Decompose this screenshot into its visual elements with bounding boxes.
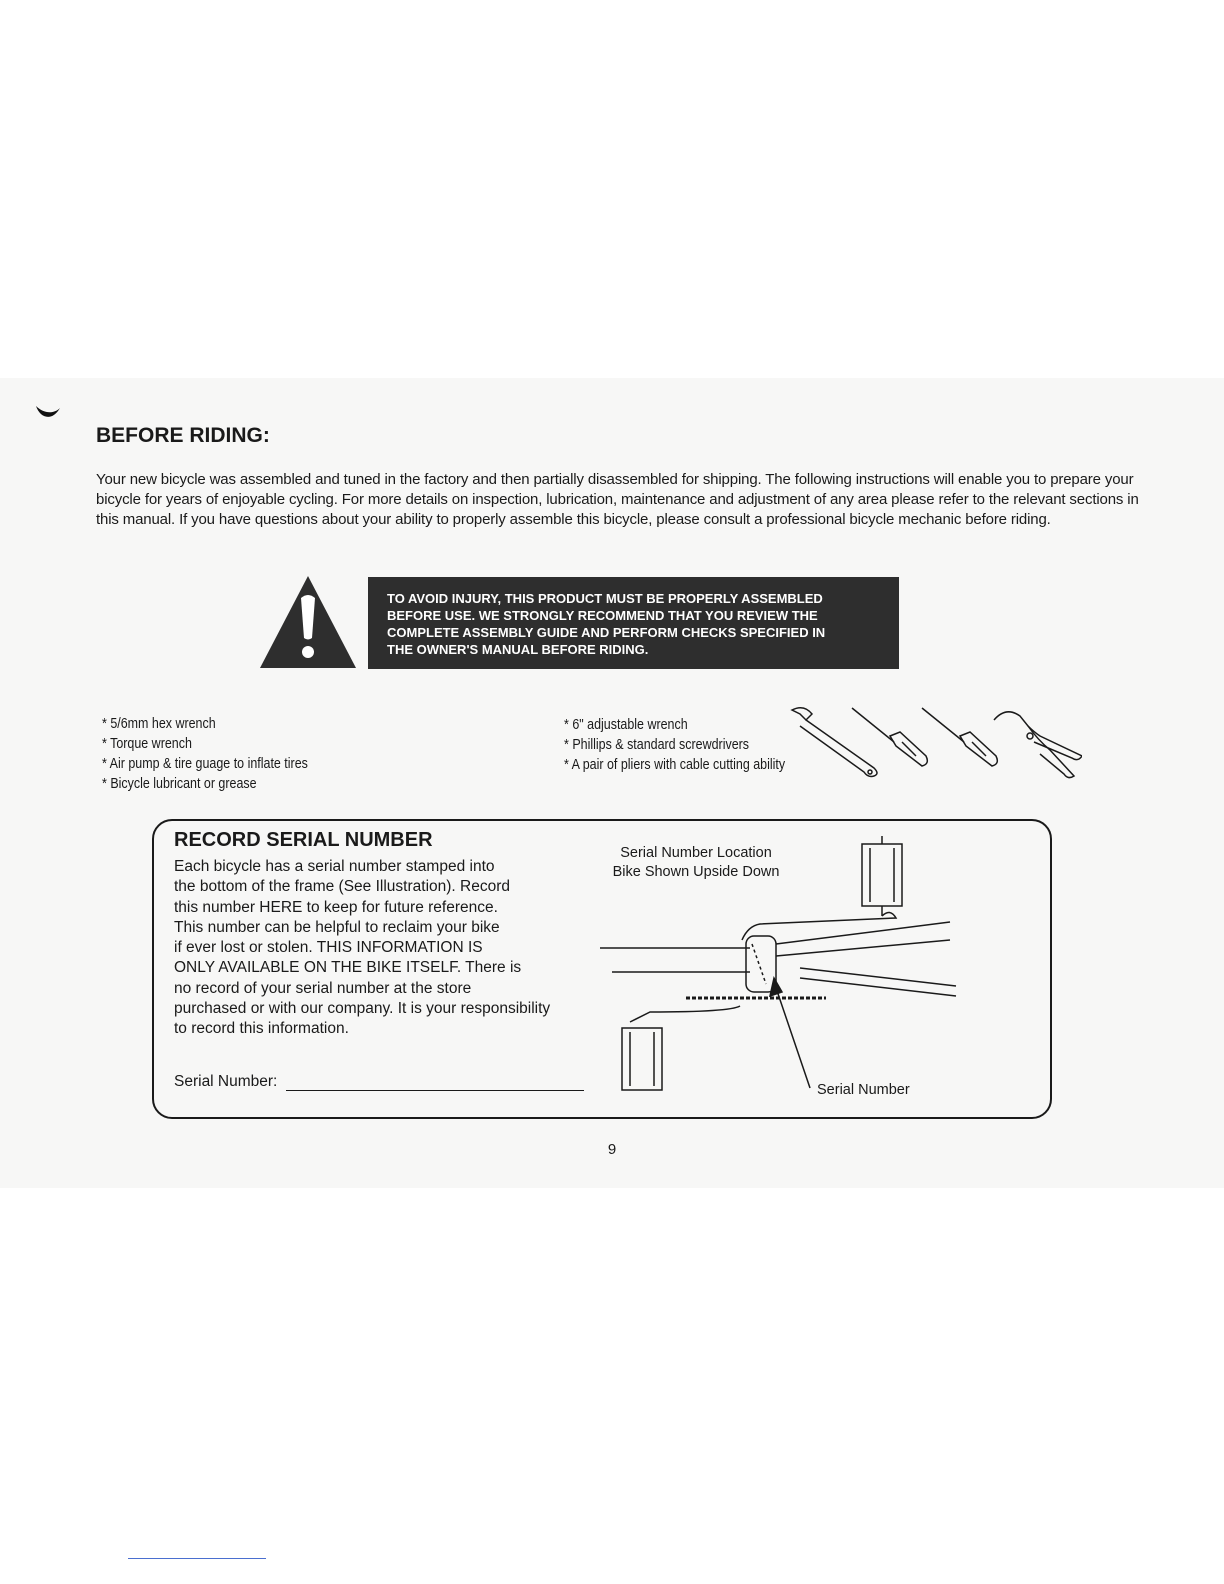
bottom-pedal-icon	[622, 1028, 662, 1090]
pliers-icon	[994, 712, 1082, 778]
frame-tube	[800, 968, 956, 986]
record-line: no record of your serial number at the store	[174, 979, 472, 997]
warning-triangle-icon	[260, 576, 356, 668]
record-line: if ever lost or stolen. THIS INFORMATION IS	[174, 939, 483, 957]
caption-line: Bike Shown Upside Down	[612, 864, 780, 880]
footer-rule	[128, 1558, 266, 1559]
frame-tube	[800, 978, 956, 996]
record-line: This number can be helpful to reclaim your bike	[174, 918, 500, 936]
bottom-crank-arm	[630, 1006, 740, 1022]
assembly-warning	[368, 577, 899, 669]
tool-item: * 6" adjustable wrench	[564, 717, 688, 733]
phillips-screwdriver-icon	[852, 708, 927, 766]
record-line: the bottom of the frame (See Illustration). Record	[174, 878, 510, 896]
section-bullet-icon	[34, 396, 62, 424]
frame-tube	[776, 940, 950, 956]
tools-list-right	[564, 715, 785, 775]
tool-item: * Bicycle lubricant or grease	[102, 776, 257, 792]
caption-line: Serial Number Location	[620, 845, 772, 861]
tool-item: * Air pump & tire guage to inflate tires	[102, 756, 308, 772]
record-line: Each bicycle has a serial number stamped into	[174, 858, 495, 875]
tool-item: * A pair of pliers with cable cutting ability	[564, 757, 786, 773]
warning-line: TO AVOID INJURY, THIS PRODUCT MUST BE PROPERLY ASSEMBLED	[387, 591, 823, 606]
tools-illustration	[782, 702, 1082, 782]
serial-stamp-mark	[752, 944, 766, 984]
record-line: ONLY AVAILABLE ON THE BIKE ITSELF. There is	[174, 959, 522, 977]
serial-number-label: Serial Number:	[174, 1073, 278, 1090]
tool-item: * 5/6mm hex wrench	[102, 716, 216, 732]
intro-paragraph: Your new bicycle was assembled and tuned in the factory and then partially disassembled for shipping. The following instructions will enable you to prepare your bicycle for years of enjoyable cycling. For more details on inspection, lubrication, maintenance and adjustment of any area please refer to the relevant sections in this manual. If you have questions about your ability to properly assemble this bicycle, please consult a professional bicycle mechanic before riding.	[96, 471, 1139, 528]
serial-arrow-head	[770, 978, 782, 996]
frame-tube	[776, 922, 950, 944]
serial-number-callout: Serial Number	[817, 1082, 910, 1098]
page-number: 9	[607, 1141, 617, 1158]
record-line: purchased or with our company. It is your responsibility	[174, 1000, 551, 1018]
record-line: this number HERE to keep for future reference.	[174, 898, 498, 916]
warning-line: COMPLETE ASSEMBLY GUIDE AND PERFORM CHECKS SPECIFIED IN	[387, 625, 826, 640]
top-pedal-icon	[862, 836, 902, 916]
record-title: RECORD SERIAL NUMBER	[174, 829, 433, 851]
bottom-bracket	[746, 936, 776, 992]
warning-line: BEFORE USE. WE STRONGLY RECOMMEND THAT YOU REVIEW THE	[387, 608, 818, 623]
section-title: BEFORE RIDING:	[96, 424, 270, 447]
bike-upside-down-illustration	[590, 836, 970, 1104]
standard-screwdriver-icon	[922, 708, 997, 766]
tool-item: * Torque wrench	[102, 736, 192, 752]
serial-number-field[interactable]	[286, 1090, 584, 1091]
warning-line: THE OWNER'S MANUAL BEFORE RIDING.	[387, 642, 649, 657]
record-instructions	[174, 857, 594, 1040]
record-line: to record this information.	[174, 1020, 349, 1038]
tools-list-left	[102, 714, 308, 794]
tool-item: * Phillips & standard screwdrivers	[564, 737, 750, 753]
